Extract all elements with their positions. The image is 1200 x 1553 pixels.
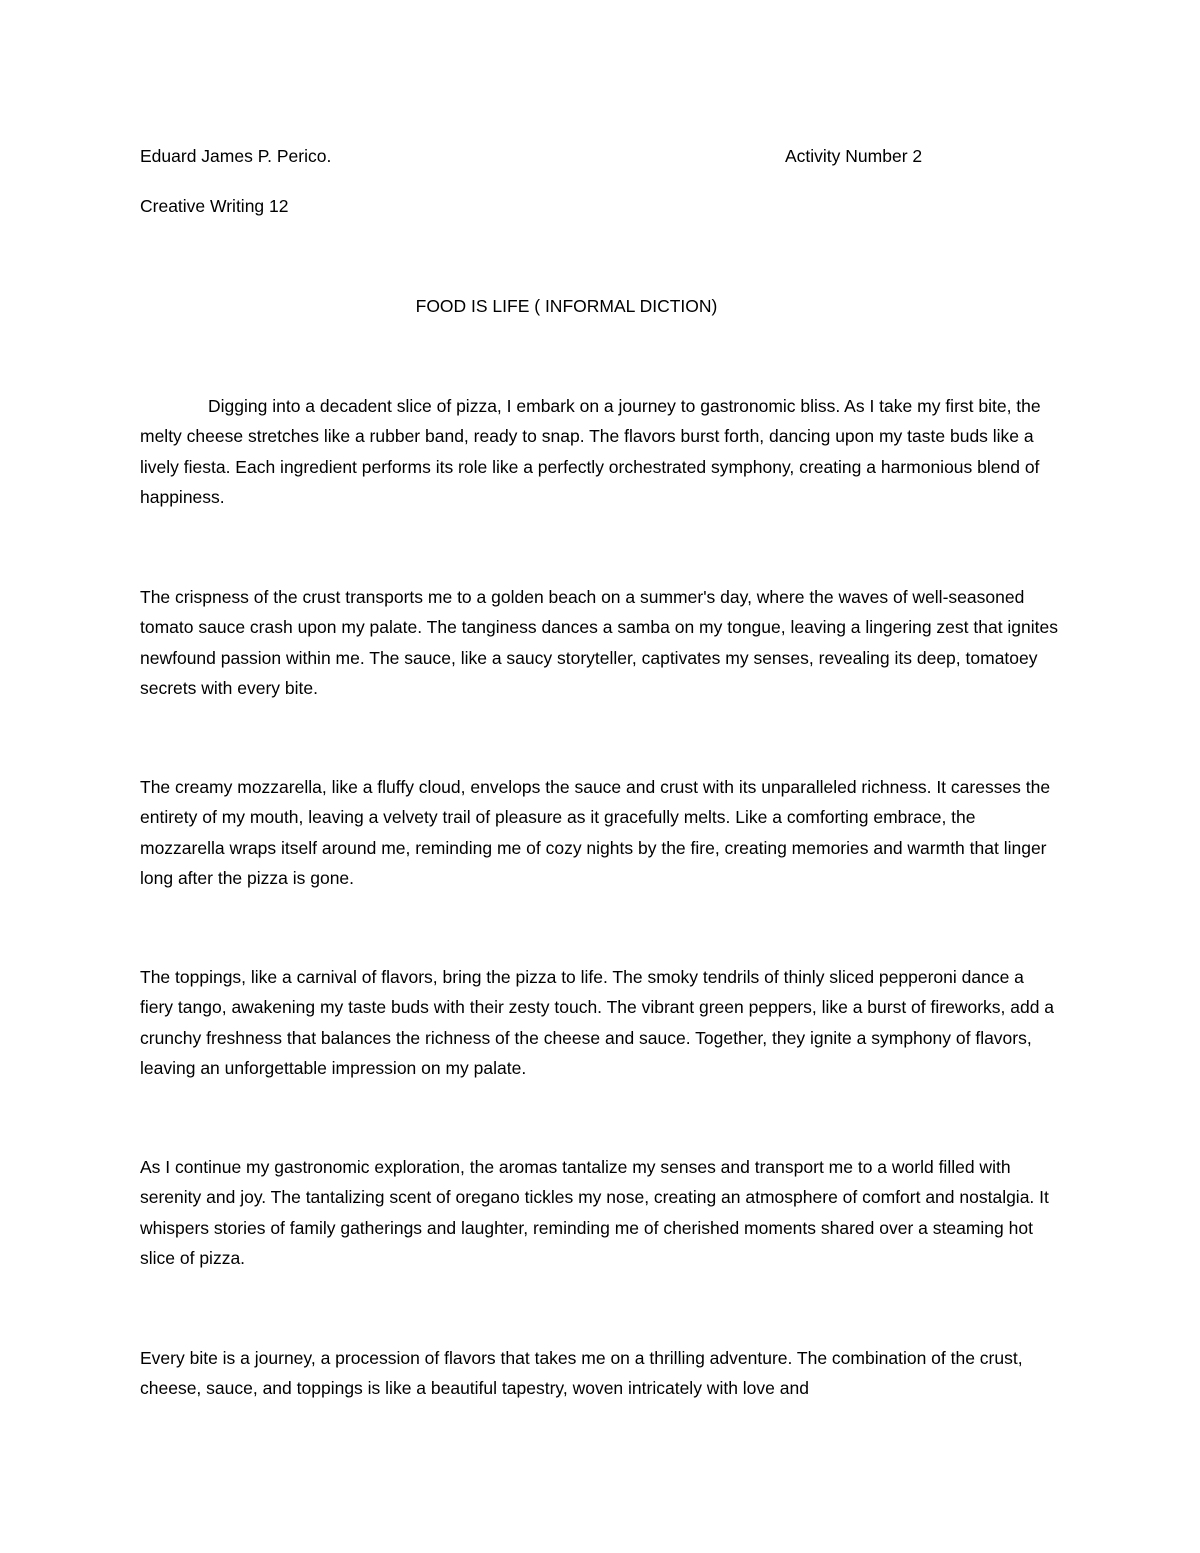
paragraph-6: Every bite is a journey, a procession of flavors that takes me on a thrilling adventure. The combination of the crust, cheese, sauce, and toppings is like a beautiful tapestry, woven intricately with love and [140, 1348, 1023, 1399]
paragraph-2: The crispness of the crust transports me to a golden beach on a summer's day, where the waves of well-seasoned tomato sauce crash upon my palate. The tanginess dances a samba on my tongue, leaving a lingering zest that ignites newfound passion within me. The sauce, like a saucy storyteller, captivates my senses, revealing its deep, tomatoey secrets with every bite. [140, 587, 1059, 699]
paragraph-3: The creamy mozzarella, like a fluffy cloud, envelops the sauce and crust with its unparalleled richness. It caresses the entirety of my mouth, leaving a velvety trail of pleasure as it gracefully melts. Like a comforting embrace, the mozzarella wraps itself around me, reminding me of cozy nights by the fire, creating memories and warmth that linger long after the pizza is gone. [140, 777, 1051, 889]
subject-name: Creative Writing 12 [140, 196, 289, 216]
document-title: FOOD IS LIFE ( INFORMAL DICTION) [415, 296, 718, 316]
author-name: Eduard James P. Perico. [140, 146, 332, 166]
paragraph-4: The toppings, like a carnival of flavors, bring the pizza to life. The smoky tendrils of thinly sliced pepperoni dance a fiery tango, awakening my taste buds with their zesty touch. The vibrant green peppers, like a burst of fireworks, add a crunchy freshness that balances the richness of the cheese and sauce. Together, they ignite a symphony of flavors, leaving an unforgettable impression on my palate. [140, 967, 1055, 1079]
document-header [140, 143, 1060, 169]
paragraph-1: Digging into a decadent slice of pizza, I embark on a journey to gastronomic bliss. As I take my first bite, the melty cheese stretches like a rubber band, ready to snap. The flavors burst forth, dancing upon my taste buds like a lively fiesta. Each ingredient performs its role like a perfectly orchestrated symphony, creating a harmonious blend of happiness. [140, 396, 1041, 508]
activity-number: Activity Number 2 [785, 146, 923, 166]
paragraph-5: As I continue my gastronomic exploration, the aromas tantalize my senses and transport me to a world filled with serenity and joy. The tantalizing scent of oregano tickles my nose, creating an atmosphere of comfort and nostalgia. It whispers stories of family gatherings and laughter, reminding me of cherished moments shared over a steaming hot slice of pizza. [140, 1157, 1049, 1269]
